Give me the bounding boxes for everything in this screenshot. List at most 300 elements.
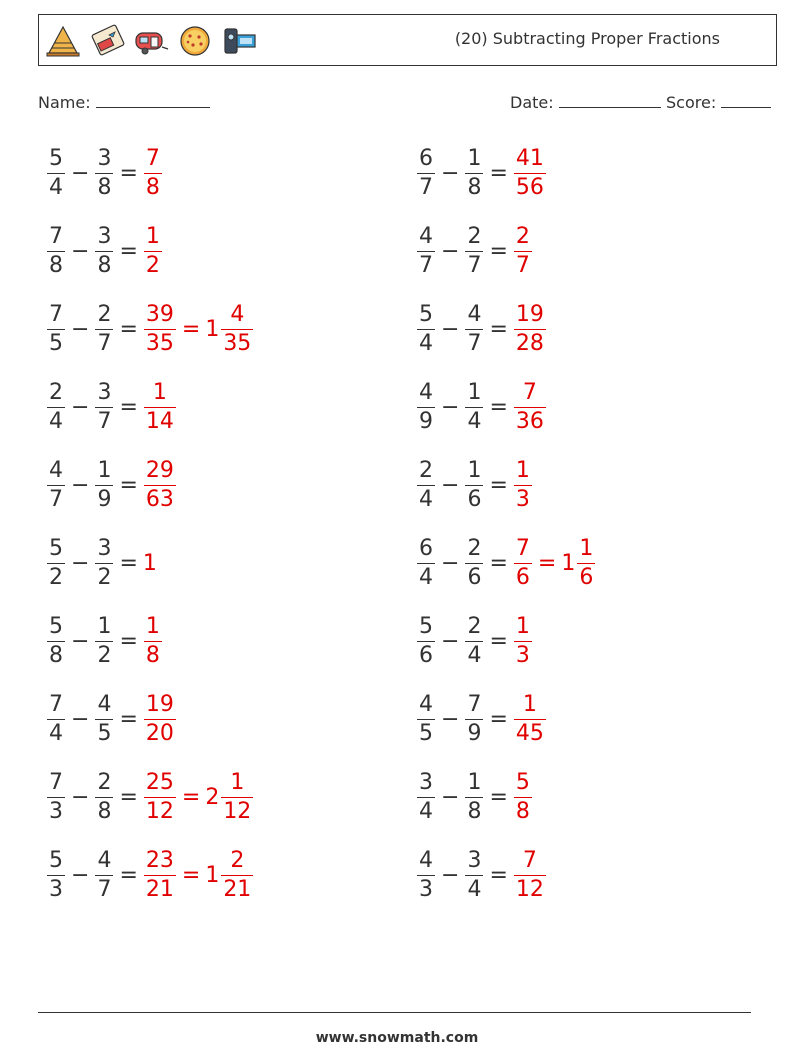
numerator: 5	[515, 769, 530, 795]
fraction-bar	[465, 641, 483, 642]
denominator: 35	[145, 330, 174, 356]
denominator: 7	[97, 330, 112, 356]
answer-fraction	[144, 379, 176, 434]
numerator: 3	[97, 145, 112, 171]
minus-sign: −	[441, 784, 460, 810]
answer-fraction	[514, 847, 546, 902]
mixed-fraction	[221, 769, 253, 824]
subtrahend-fraction	[95, 613, 113, 668]
numerator: 41	[515, 145, 544, 171]
fraction-bar	[95, 329, 113, 330]
fraction-bar	[47, 875, 65, 876]
denominator: 8	[49, 252, 63, 278]
answer	[143, 847, 254, 902]
numerator: 7	[49, 301, 63, 327]
numerator: 19	[515, 301, 544, 327]
problem-4	[416, 221, 533, 281]
minuend-fraction	[47, 379, 65, 434]
equals-sign: =	[119, 550, 138, 576]
fraction-bar	[47, 251, 65, 252]
fraction-bar	[47, 719, 65, 720]
subtrahend-fraction	[465, 535, 483, 590]
denominator: 5	[49, 330, 63, 356]
fraction-bar	[514, 251, 532, 252]
fraction-bar	[417, 407, 435, 408]
numerator: 4	[97, 847, 112, 873]
minus-sign: −	[441, 238, 460, 264]
denominator: 21	[145, 876, 174, 902]
pyramid-icon	[43, 23, 83, 59]
fraction-bar	[95, 251, 113, 252]
fraction-bar	[514, 173, 546, 174]
answer	[513, 145, 547, 200]
fraction-bar	[514, 485, 532, 486]
denominator: 7	[49, 486, 63, 512]
problem-2	[416, 143, 547, 203]
mixed-whole: 2	[205, 784, 220, 810]
caravan-icon	[131, 23, 171, 59]
denominator: 6	[467, 486, 482, 512]
equals-sign: =	[119, 394, 138, 420]
minuend-fraction	[47, 223, 65, 278]
fraction-bar	[144, 329, 176, 330]
equals-sign: =	[119, 472, 138, 498]
fraction-bar	[47, 641, 65, 642]
numerator: 23	[145, 847, 174, 873]
problem-8	[416, 377, 547, 437]
fraction-bar	[465, 485, 483, 486]
fraction-bar	[465, 407, 483, 408]
name-field[interactable]	[38, 93, 210, 112]
equals-sign: =	[489, 394, 508, 420]
minus-sign: −	[71, 394, 90, 420]
numerator: 7	[145, 145, 160, 171]
answer	[513, 379, 547, 434]
denominator: 6	[579, 564, 594, 590]
fraction-bar	[144, 173, 162, 174]
problem-11	[46, 533, 157, 593]
numerator: 4	[230, 301, 245, 327]
denominator: 7	[467, 330, 482, 356]
minus-sign: −	[441, 316, 460, 342]
fraction-bar	[95, 485, 113, 486]
answer	[513, 613, 533, 668]
fraction-bar	[465, 251, 483, 252]
fraction-bar	[514, 641, 532, 642]
numerator: 5	[49, 847, 63, 873]
minuend-fraction	[417, 223, 435, 278]
minuend-fraction	[417, 769, 435, 824]
minus-sign: −	[441, 472, 460, 498]
denominator: 4	[467, 642, 482, 668]
equals-sign: =	[489, 316, 508, 342]
numerator: 1	[97, 457, 112, 483]
numerator: 1	[152, 379, 167, 405]
denominator: 8	[97, 174, 112, 200]
denominator: 6	[419, 642, 433, 668]
minuend-fraction	[417, 301, 435, 356]
minuend-fraction	[47, 613, 65, 668]
subtrahend-fraction	[465, 457, 483, 512]
numerator: 1	[467, 145, 482, 171]
minuend-fraction	[417, 457, 435, 512]
denominator: 2	[97, 642, 112, 668]
equals-sign: =	[119, 706, 138, 732]
problem-18	[416, 767, 533, 827]
minuend-fraction	[417, 847, 435, 902]
numerator: 7	[49, 691, 63, 717]
fraction-bar	[417, 251, 435, 252]
fraction-bar	[221, 329, 253, 330]
worksheet-title: (20) Subtracting Proper Fractions	[454, 29, 720, 48]
minus-sign: −	[441, 628, 460, 654]
minus-sign: −	[71, 784, 90, 810]
answer	[513, 535, 596, 590]
numerator: 29	[145, 457, 174, 483]
numerator: 3	[97, 535, 112, 561]
minuend-fraction	[47, 145, 65, 200]
fraction-bar	[465, 719, 483, 720]
answer	[143, 551, 157, 576]
answer-fraction	[514, 769, 532, 824]
numerator: 1	[515, 613, 530, 639]
numerator: 1	[522, 691, 537, 717]
answer-fraction	[144, 457, 176, 512]
equals-sign: =	[489, 862, 508, 888]
equals-sign: =	[119, 784, 138, 810]
numerator: 6	[419, 535, 433, 561]
fraction-bar	[514, 797, 532, 798]
numerator: 1	[467, 379, 482, 405]
numerator: 4	[97, 691, 112, 717]
fraction-bar	[144, 875, 176, 876]
answer-fraction	[144, 301, 176, 356]
answer-whole: 1	[142, 550, 157, 576]
subtrahend-fraction	[95, 769, 113, 824]
equals-sign: =	[489, 628, 508, 654]
fraction-bar	[465, 797, 483, 798]
denominator: 7	[97, 408, 112, 434]
minus-sign: −	[71, 316, 90, 342]
numerator: 1	[579, 535, 594, 561]
minus-sign: −	[71, 238, 90, 264]
answer	[513, 457, 533, 512]
fraction-bar	[514, 719, 546, 720]
subtrahend-fraction	[95, 691, 113, 746]
fraction-bar	[47, 329, 65, 330]
fraction-bar	[577, 563, 595, 564]
subtrahend-fraction	[95, 145, 113, 200]
subtrahend-fraction	[95, 847, 113, 902]
subtrahend-fraction	[95, 379, 113, 434]
denominator: 7	[419, 174, 433, 200]
numerator: 3	[467, 847, 482, 873]
fraction-bar	[144, 251, 162, 252]
denominator: 4	[419, 486, 433, 512]
subtrahend-fraction	[465, 691, 483, 746]
numerator: 1	[467, 457, 482, 483]
answer	[143, 769, 254, 824]
problem-13	[46, 611, 163, 671]
denominator: 6	[467, 564, 482, 590]
answer	[513, 769, 533, 824]
problem-15	[46, 689, 177, 749]
mixed-fraction	[221, 301, 253, 356]
minus-sign: −	[71, 706, 90, 732]
fraction-bar	[417, 719, 435, 720]
denominator: 28	[515, 330, 544, 356]
denominator: 4	[419, 798, 433, 824]
minuend-fraction	[417, 613, 435, 668]
minus-sign: −	[441, 394, 460, 420]
subtrahend-fraction	[465, 301, 483, 356]
numerator: 5	[49, 613, 63, 639]
minus-sign: −	[71, 472, 90, 498]
denominator: 7	[467, 252, 482, 278]
subtrahend-fraction	[95, 223, 113, 278]
minuend-fraction	[47, 301, 65, 356]
answer-fraction	[144, 145, 162, 200]
fraction-bar	[514, 563, 532, 564]
equals-sign: =	[537, 550, 557, 576]
minus-sign: −	[441, 862, 460, 888]
numerator: 25	[145, 769, 174, 795]
answer-fraction	[144, 769, 176, 824]
score-label: Score:	[666, 93, 717, 112]
fraction-bar	[417, 875, 435, 876]
numerator: 1	[515, 457, 530, 483]
fraction-bar	[417, 173, 435, 174]
numerator: 7	[49, 223, 63, 249]
denominator: 6	[515, 564, 530, 590]
score-field[interactable]	[666, 93, 771, 112]
denominator: 4	[49, 174, 63, 200]
fraction-bar	[465, 563, 483, 564]
answer	[143, 379, 177, 434]
denominator: 2	[145, 252, 160, 278]
numerator: 5	[49, 145, 63, 171]
fraction-bar	[95, 641, 113, 642]
subtrahend-fraction	[95, 301, 113, 356]
subtrahend-fraction	[465, 145, 483, 200]
minus-sign: −	[441, 706, 460, 732]
answer-fraction	[144, 691, 176, 746]
denominator: 8	[467, 798, 482, 824]
equals-sign: =	[119, 628, 138, 654]
fraction-bar	[95, 797, 113, 798]
numerator: 6	[419, 145, 433, 171]
numerator: 5	[419, 613, 433, 639]
equals-sign: =	[119, 316, 138, 342]
denominator: 3	[49, 798, 63, 824]
numerator: 4	[467, 301, 482, 327]
numerator: 1	[145, 613, 160, 639]
minus-sign: −	[71, 628, 90, 654]
fraction-bar	[417, 797, 435, 798]
numerator: 2	[419, 457, 433, 483]
minuend-fraction	[47, 847, 65, 902]
fraction-bar	[514, 875, 546, 876]
fraction-bar	[47, 407, 65, 408]
answer-fraction	[514, 301, 546, 356]
mixed-whole: 1	[205, 862, 220, 888]
pizza-icon	[175, 23, 215, 59]
mixed-fraction	[577, 535, 595, 590]
answer-fraction	[514, 145, 546, 200]
minuend-fraction	[47, 457, 65, 512]
denominator: 4	[49, 720, 63, 746]
equals-sign: =	[119, 238, 138, 264]
numerator: 1	[230, 769, 245, 795]
subtrahend-fraction	[465, 613, 483, 668]
minuend-fraction	[417, 379, 435, 434]
fraction-bar	[47, 563, 65, 564]
numerator: 7	[49, 769, 63, 795]
numerator: 2	[97, 769, 112, 795]
denominator: 9	[419, 408, 433, 434]
numerator: 7	[467, 691, 482, 717]
numerator: 4	[419, 223, 433, 249]
problem-17	[46, 767, 254, 827]
problem-6	[416, 299, 547, 359]
denominator: 7	[419, 252, 433, 278]
fraction-bar	[47, 173, 65, 174]
numerator: 7	[522, 379, 537, 405]
denominator: 4	[467, 408, 482, 434]
numerator: 1	[467, 769, 482, 795]
fraction-bar	[95, 407, 113, 408]
subtrahend-fraction	[465, 847, 483, 902]
numerator: 39	[145, 301, 174, 327]
problem-10	[416, 455, 533, 515]
mixed-whole: 1	[561, 550, 576, 576]
subtrahend-fraction	[465, 769, 483, 824]
numerator: 4	[419, 379, 433, 405]
fraction-bar	[514, 329, 546, 330]
equals-sign: =	[489, 550, 508, 576]
numerator: 2	[49, 379, 63, 405]
numerator: 3	[97, 379, 112, 405]
mixed-fraction	[221, 847, 253, 902]
fraction-bar	[221, 797, 253, 798]
minus-sign: −	[71, 862, 90, 888]
denominator: 8	[49, 642, 63, 668]
numerator: 3	[97, 223, 112, 249]
answer	[143, 145, 163, 200]
answer-fraction	[144, 613, 162, 668]
denominator: 8	[515, 798, 530, 824]
problem-5	[46, 299, 254, 359]
numerator: 7	[522, 847, 537, 873]
problem-7	[46, 377, 177, 437]
fraction-bar	[144, 797, 176, 798]
fraction-bar	[144, 407, 176, 408]
date-label: Date:	[510, 93, 554, 112]
denominator: 2	[49, 564, 63, 590]
answer	[143, 613, 163, 668]
fraction-bar	[417, 563, 435, 564]
denominator: 8	[97, 252, 112, 278]
denominator: 4	[467, 876, 482, 902]
problem-19	[46, 845, 254, 905]
answer-fraction	[514, 457, 532, 512]
minus-sign: −	[71, 160, 90, 186]
fraction-bar	[417, 329, 435, 330]
camcorder-icon	[219, 23, 259, 59]
answer	[143, 457, 177, 512]
minuend-fraction	[417, 691, 435, 746]
denominator: 36	[515, 408, 544, 434]
equals-sign: =	[489, 472, 508, 498]
problem-3	[46, 221, 163, 281]
denominator: 8	[467, 174, 482, 200]
denominator: 4	[49, 408, 63, 434]
numerator: 19	[145, 691, 174, 717]
worksheet-header	[38, 14, 777, 66]
denominator: 7	[97, 876, 112, 902]
answer	[513, 301, 547, 356]
denominator: 12	[223, 798, 252, 824]
denominator: 8	[145, 174, 160, 200]
name-label: Name:	[38, 93, 91, 112]
minus-sign: −	[71, 550, 90, 576]
numerator: 4	[419, 691, 433, 717]
numerator: 7	[515, 535, 530, 561]
minuend-fraction	[47, 535, 65, 590]
denominator: 3	[515, 486, 530, 512]
minus-sign: −	[441, 160, 460, 186]
denominator: 3	[419, 876, 433, 902]
denominator: 2	[97, 564, 112, 590]
subtrahend-fraction	[95, 457, 113, 512]
problem-14	[416, 611, 533, 671]
problem-16	[416, 689, 547, 749]
answer-fraction	[144, 223, 162, 278]
subtrahend-fraction	[465, 379, 483, 434]
numerator: 2	[97, 301, 112, 327]
answer-fraction	[144, 847, 176, 902]
fraction-bar	[221, 875, 253, 876]
denominator: 5	[419, 720, 433, 746]
denominator: 9	[467, 720, 482, 746]
minuend-fraction	[417, 145, 435, 200]
fraction-bar	[47, 485, 65, 486]
equals-sign: =	[181, 862, 201, 888]
answer	[143, 223, 163, 278]
footer-site: www.snowmath.com	[315, 1030, 479, 1046]
denominator: 21	[223, 876, 252, 902]
subtrahend-fraction	[95, 535, 113, 590]
numerator: 3	[419, 769, 433, 795]
equals-sign: =	[489, 706, 508, 732]
fraction-bar	[465, 875, 483, 876]
answer-fraction	[514, 691, 546, 746]
denominator: 7	[515, 252, 530, 278]
denominator: 20	[145, 720, 174, 746]
fraction-bar	[95, 875, 113, 876]
minuend-fraction	[417, 535, 435, 590]
problem-20	[416, 845, 547, 905]
answer-fraction	[514, 535, 532, 590]
minuend-fraction	[47, 691, 65, 746]
denominator: 35	[223, 330, 252, 356]
header-icons	[43, 23, 259, 59]
date-field[interactable]	[510, 93, 661, 112]
denominator: 8	[145, 642, 160, 668]
denominator: 8	[97, 798, 112, 824]
denominator: 12	[145, 798, 174, 824]
denominator: 5	[97, 720, 112, 746]
